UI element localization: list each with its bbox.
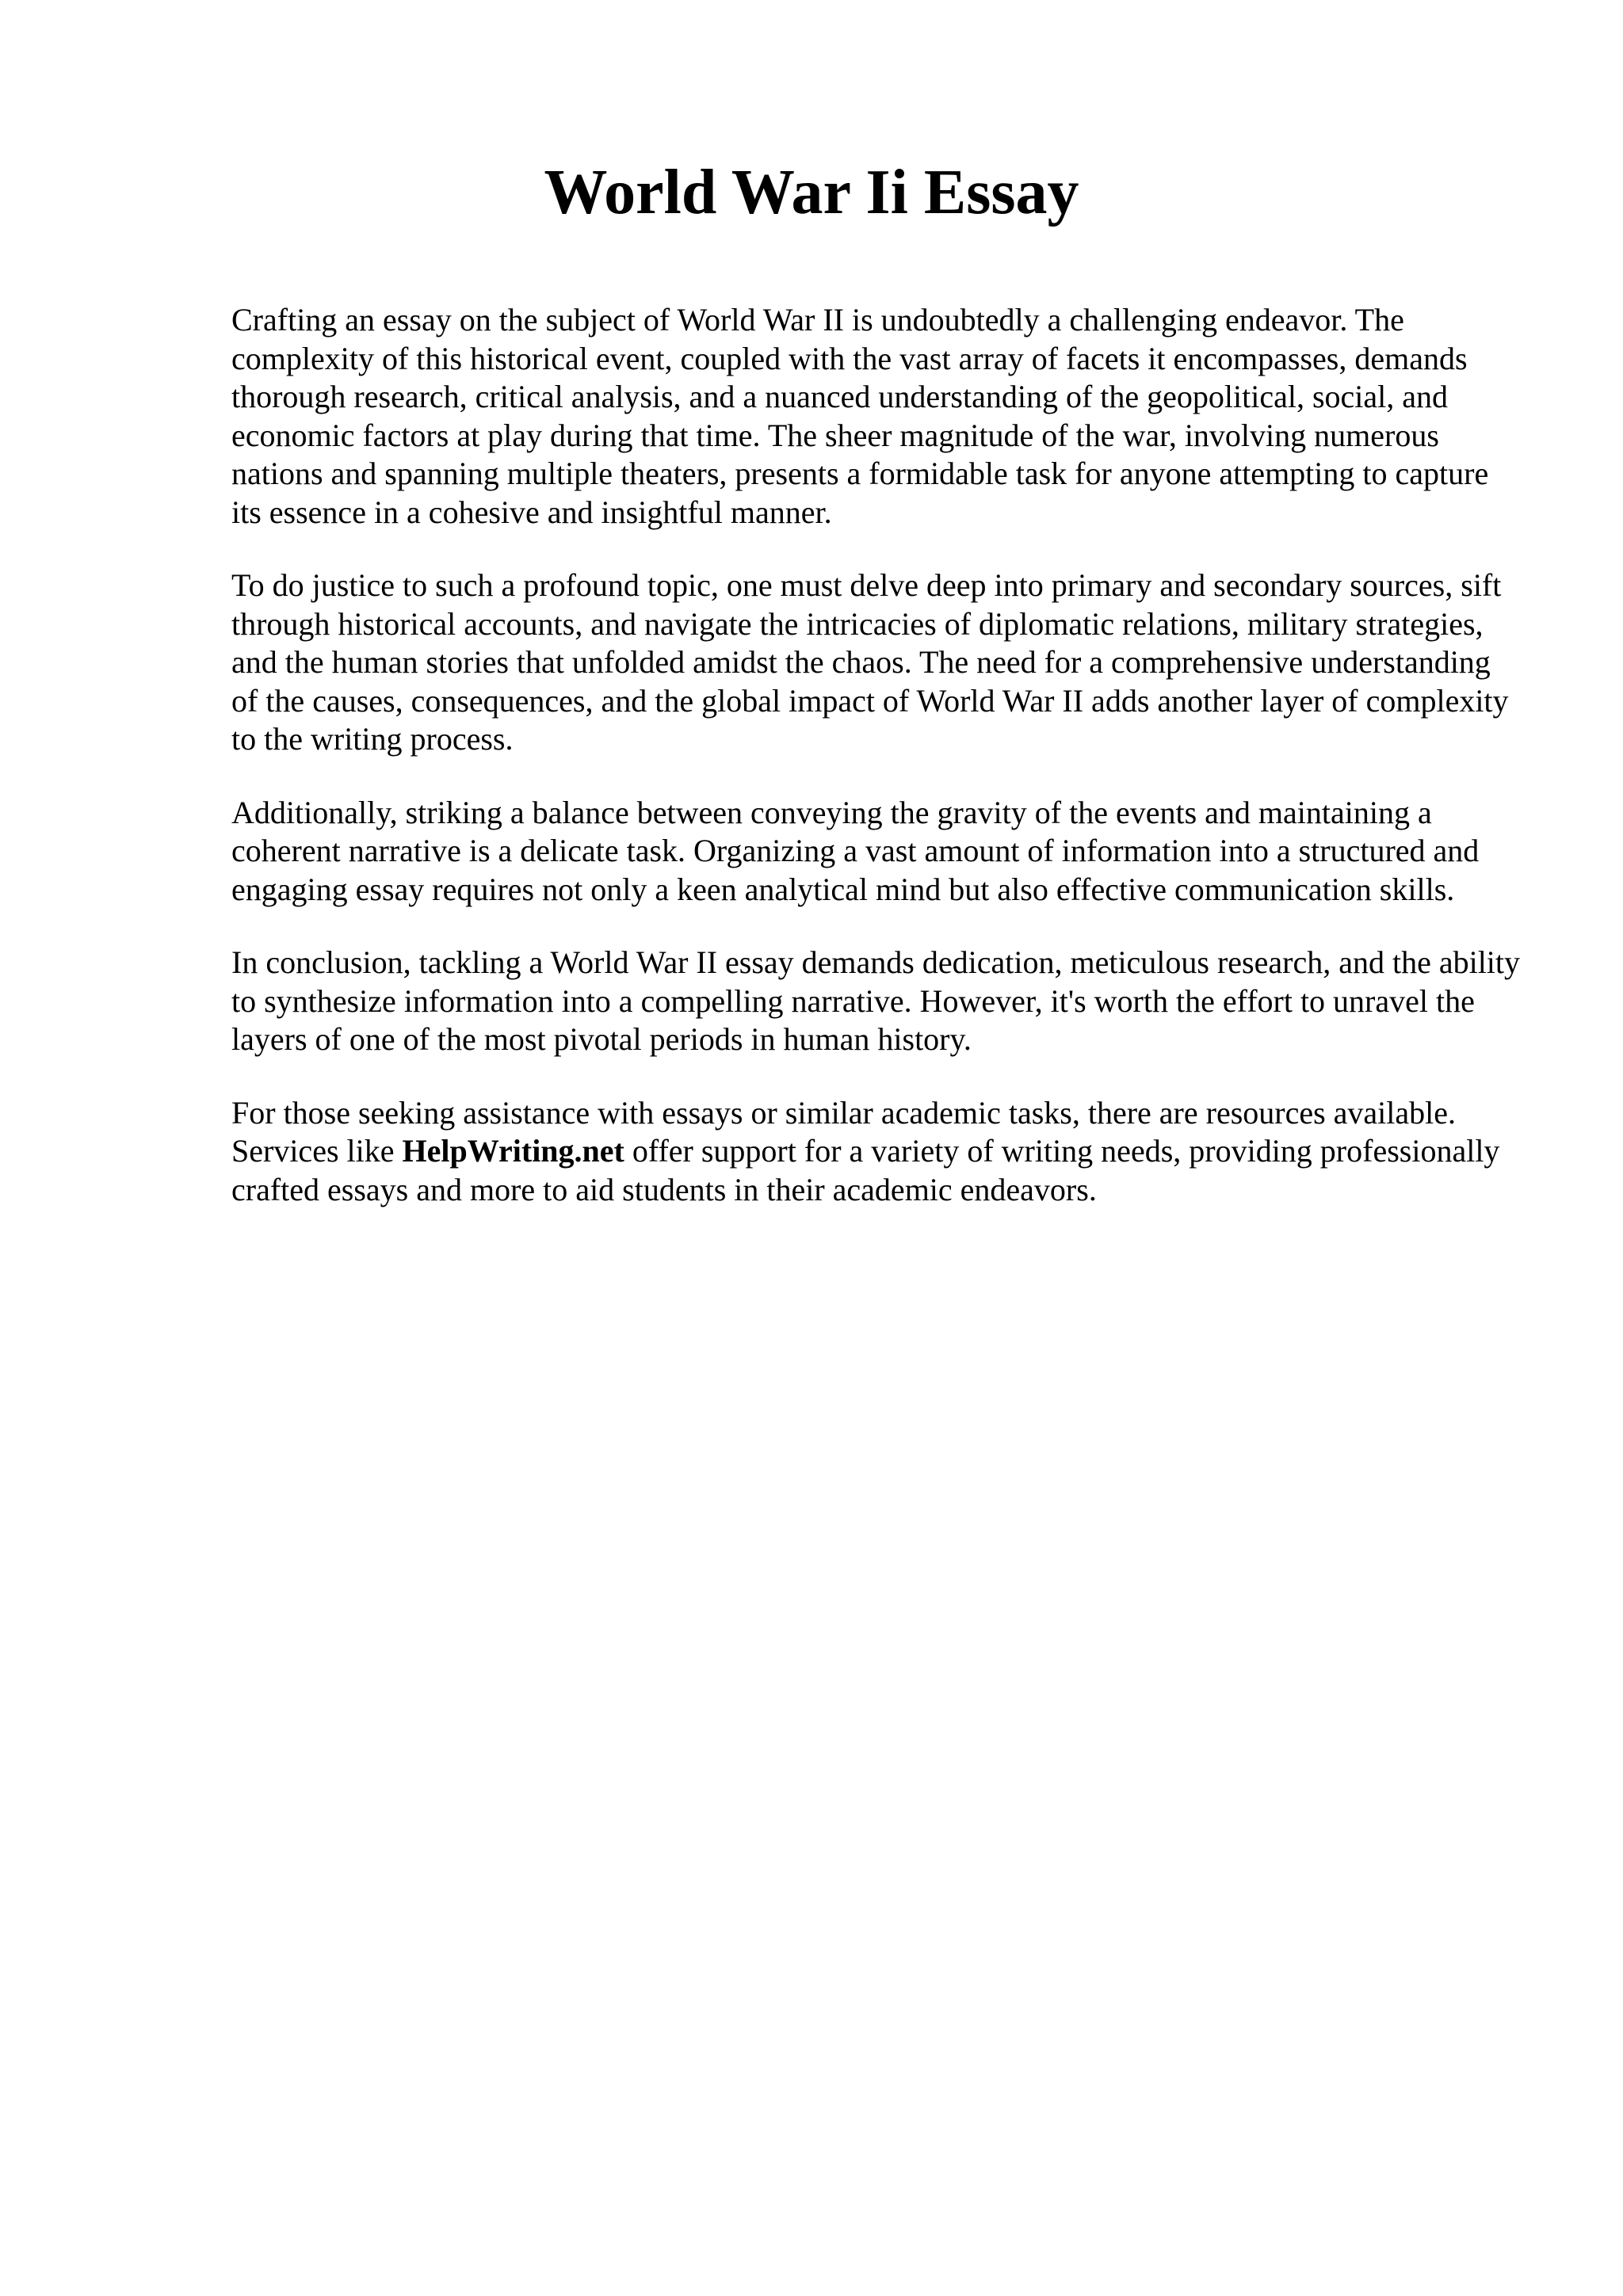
paragraph-conclusion: In conclusion, tackling a World War II essay demands dedication, meticulous research, and the ability to synthesize information into a compelling narrative. However, it's worth the effort to unravel the layers of one of the most pivotal periods in human history.: [231, 944, 1521, 1057]
paragraph-narrative: Additionally, striking a balance between conveying the gravity of the events and maintaining a coherent narrative is a delicate task. Organizing a vast amount of information into a structured and engaging essay requires not only a keen analytical mind but also effective communication skills.: [231, 794, 1480, 907]
resources-text-before: For those seeking assistance with essays or similar academic tasks, there are resources available. Services like: [231, 1094, 1457, 1169]
paragraph-intro: Crafting an essay on the subject of World War II is undoubtedly a challenging endeavor. The complexity of this historical event, coupled with the vast array of facets it encompasses, demands thorough research, critical analysis, and a nuanced understanding of the geopolitical, social, and economic factors at play during that time. The sheer magnitude of the war, involving numerous nations and spanning multiple theaters, presents a formidable task for anyone attempting to capture its essence in a cohesive and insightful manner.: [231, 302, 1489, 530]
paragraph-research: To do justice to such a profound topic, one must delve deep into primary and secondary sources, sift through historical accounts, and navigate the intricacies of diplomatic relations, military strategies, and the human stories that unfolded amidst the chaos. The need for a comprehensive understanding of the causes, consequences, and the global impact of World War II adds another layer of complexity to the writing process.: [231, 567, 1509, 757]
brand-name: HelpWriting.net: [402, 1133, 624, 1169]
page-title: World War Ii Essay: [544, 158, 1079, 227]
resources-text-after: offer support for a variety of writing needs, providing professionally crafted essays and more to aid students in their academic endeavors.: [231, 1133, 1500, 1207]
essay-body: [231, 301, 1523, 1244]
paragraph-resources: [231, 1094, 1523, 1210]
